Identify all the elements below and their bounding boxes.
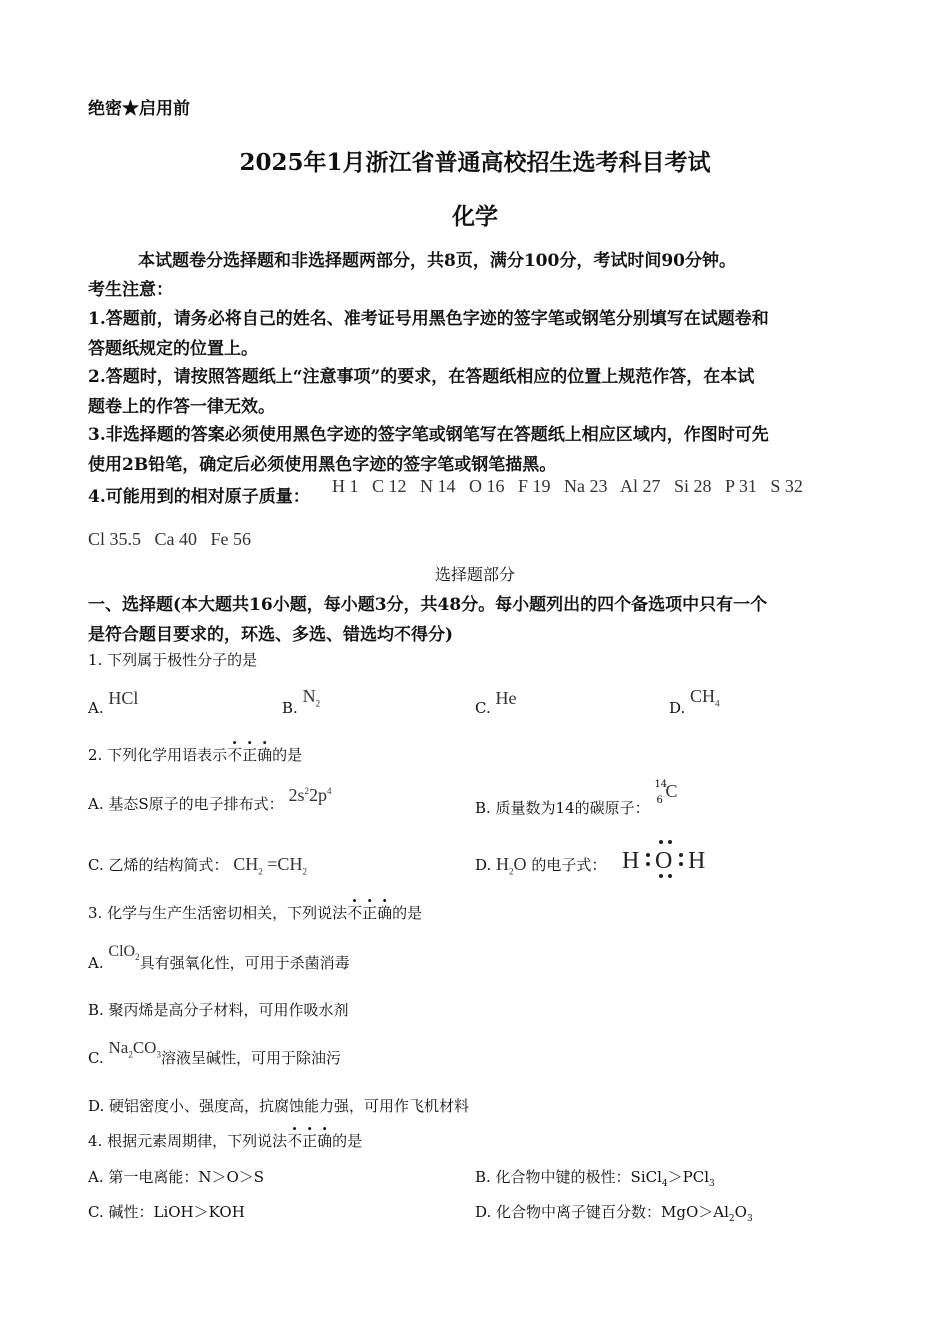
q1-option-d[interactable]: D. $CH_4$	[669, 686, 720, 717]
masses-line-2: Cl 35.5 Ca 40 Fe 56	[88, 529, 252, 549]
masses-label: 4.可能用到的相对原子质量：	[88, 487, 310, 507]
part1-line-2: 是符合题目要求的，环选、多选、错选均不得分)	[88, 625, 454, 645]
q3-option-d[interactable]: D. 硬铝密度小、强度高，抗腐蚀能力强，可用作飞机材料	[88, 1097, 470, 1115]
q2-option-d[interactable]: D. $H_2O$ 的电子式：	[475, 854, 607, 877]
q4-option-b[interactable]: B. 化合物中键的极性：SiCl$_4$＞PCl$_3$	[475, 1168, 715, 1189]
q4-option-a[interactable]: A. 第一电离能：N＞O＞S	[88, 1168, 265, 1186]
q2-stem: 2. 下列化学用语表示不正确的是	[88, 746, 303, 764]
svg-text:H: H	[622, 848, 640, 874]
secret-mark: 绝密★启用前	[88, 99, 190, 119]
notice-3a: 3.非选择题的答案必须使用黑色字迹的签字笔或钢笔写在答题纸上相应区域内，作图时可先	[88, 425, 769, 445]
notice-1b: 答题纸规定的位置上。	[88, 339, 258, 359]
carbon-14-notation: 14 6 C	[654, 779, 678, 806]
ethylene-formula: $CH_2 =CH_2$	[233, 854, 307, 877]
q1-stem: 1. 下列属于极性分子的是	[88, 651, 258, 669]
hcl-formula: HCl	[108, 688, 139, 708]
q3-option-b[interactable]: B. 聚丙烯是高分子材料，可用作吸水剂	[88, 1001, 349, 1019]
notice-title: 考生注意：	[88, 280, 173, 300]
q2-option-b[interactable]: B. 质量数为14的碳原子： 14 6 C	[475, 793, 682, 818]
q4-stem: 4. 根据元素周期律，下列说法不正确的是	[88, 1132, 363, 1150]
q1-option-a[interactable]: A. HCl	[88, 688, 139, 717]
part1-line-1: 一、选择题(本大题共16小题，每小题3分，共48分。每小题列出的四个备选项中只有一个	[88, 595, 768, 615]
intro-text: 本试题卷分选择题和非选择题两部分，共8页，满分100分，考试时间90分钟。	[138, 251, 736, 271]
q1-option-c[interactable]: C. He	[475, 688, 517, 717]
water-formula: $H_2O$	[496, 854, 527, 877]
q4-option-d[interactable]: D. 化合物中离子键百分数：$MgO>Al_2O_3$	[475, 1203, 753, 1224]
svg-text:H: H	[688, 848, 706, 874]
s-electron-config: $2s^22p^4$	[288, 785, 332, 805]
notice-1a: 1.答题前，请务必将自己的姓名、准考证号用黑色字迹的签字笔或钢笔分别填写在试题卷和	[88, 309, 769, 329]
notice-2a: 2.答题时，请按照答题纸上“注意事项”的要求，在答题纸相应的位置上规范作答，在本试	[88, 367, 755, 387]
exam-title: 2025年1月浙江省普通高校招生选考科目考试	[239, 149, 711, 176]
svg-text:O: O	[655, 848, 673, 874]
notice-2b: 题卷上的作答一律无效。	[88, 397, 275, 417]
q3-stem: 3. 化学与生产生活密切相关，下列说法不正确的是	[88, 904, 423, 922]
subject-title: 化学	[452, 203, 498, 230]
lewis-structure-diagram	[622, 838, 712, 882]
ch4-formula: $CH_4$	[690, 686, 720, 709]
he-formula: He	[495, 688, 517, 708]
q3-option-a[interactable]: A. ClO$_2$具有强氧化性，可用于杀菌消毒	[88, 943, 350, 972]
section-title: 选择题部分	[434, 565, 515, 584]
q4-option-c[interactable]: C. 碱性：LiOH＞KOH	[88, 1203, 245, 1221]
q2-option-c[interactable]: C. 乙烯的结构简式： $CH_2 =CH_2$	[88, 854, 307, 877]
q3-option-c[interactable]: C. $Na_2CO_3$溶液呈碱性，可用于除油污	[88, 1038, 341, 1067]
masses-line-1: H 1 C 12 N 14 O 16 F 19 Na 23 Al 27 Si 28 P 31 S 32	[332, 476, 803, 496]
q2-option-a[interactable]: A. 基态S原子的电子排布式： $2s^22p^4$	[88, 785, 332, 813]
q1-option-b[interactable]: B. $N_2$	[282, 686, 321, 717]
water-electron-dot	[622, 838, 712, 886]
notice-3b: 使用2B铅笔，确定后必须使用黑色字迹的签字笔或钢笔描黑。	[88, 455, 557, 475]
clo2-formula: ClO$_2$	[108, 943, 140, 963]
na2co3-formula: $Na_2CO_3$	[108, 1038, 161, 1060]
n2-formula: $N_2$	[302, 686, 321, 709]
